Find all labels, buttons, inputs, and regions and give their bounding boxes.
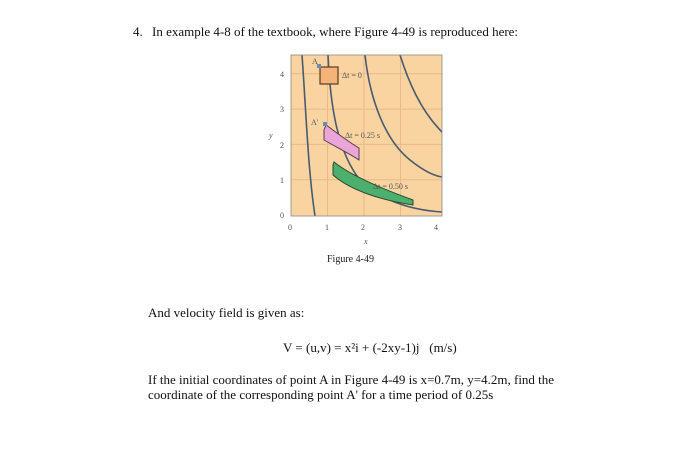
x-tick-1: 1 [325,223,329,232]
question-intro: In example 4-8 of the textbook, where Figure 4-49 is reproduced here: [152,24,519,39]
figure-caption: Figure 4-49 [327,254,374,265]
x-tick-0: 0 [288,223,292,232]
velocity-equation: V = (u,v) = x²i + (-2xy-1)j (m/s) [283,340,457,355]
y-tick-4: 4 [280,70,284,79]
label-A-prime: A' [311,118,319,127]
y-tick-2: 2 [280,141,284,150]
point-A-prime-marker [323,122,327,126]
y-tick-0: 0 [280,211,284,220]
velocity-intro: And velocity field is given as: [148,305,305,320]
question-number: 4. [133,24,143,39]
y-axis-label: y [269,131,273,140]
label-A: A [312,57,318,66]
x-tick-3: 3 [398,223,402,232]
y-tick-3: 3 [280,105,284,114]
label-dt050: Δt = 0.50 s [373,182,408,191]
label-dt025: Δt = 0.25 s [345,131,380,140]
x-tick-4: 4 [434,223,438,232]
x-axis-label: x [364,237,368,246]
problem-line-1: If the initial coordinates of point A in Figure 4-49 is x=0.7m, y=4.2m, find the [148,372,555,387]
problem-line-2: coordinate of the corresponding point A' for a time period of 0.25s [148,387,494,402]
x-tick-2: 2 [361,223,365,232]
figure-4-49 [250,50,460,270]
y-tick-1: 1 [280,176,284,185]
square-dt0 [320,67,338,84]
label-dt0: Δt = 0 [342,71,362,80]
